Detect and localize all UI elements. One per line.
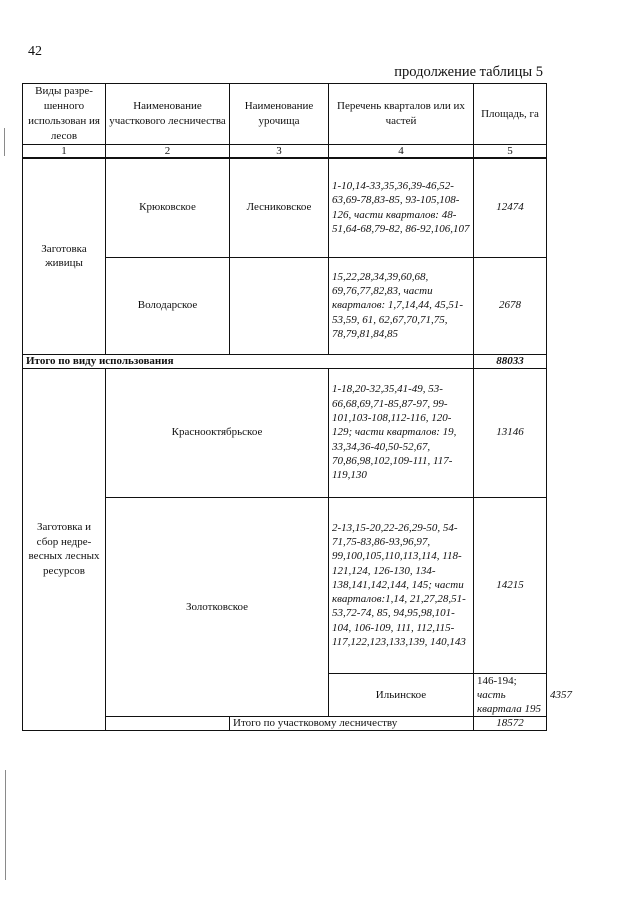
column-number-row (23, 145, 547, 159)
tract-cell: Лесниковское (230, 158, 329, 257)
area-cell: 12474 (474, 158, 547, 257)
forestry-total-area: 18572 (474, 717, 547, 731)
header-forestry: Наименование участкового лесничества (106, 84, 230, 145)
header-area: Площадь, га (474, 84, 547, 145)
table-row: Ильинское 146-194; часть квартала 195 4357 (23, 673, 547, 717)
header-row (23, 84, 547, 145)
forest-use-table (22, 83, 572, 731)
column-number: 3 (230, 145, 329, 159)
column-number: 2 (106, 145, 230, 159)
page-number: 42 (28, 44, 42, 59)
area-cell: 2678 (474, 257, 547, 354)
quarters-cell: 1-18,20-32,35,41-49, 53-66,68,69,71-85,87-97, 99-101,103-108,112-116, 120-129; части кварталов: 19, 33,34,36-40,50-52,67, 70,86,98,102,109-111, 117-119,130 (329, 368, 474, 497)
forestry-cell: Володарское (106, 257, 230, 354)
usage-type-cell: Заготовка живицы (23, 158, 106, 354)
tract-cell (230, 257, 329, 354)
quarters-line: 146-194; (477, 674, 517, 687)
tract-cell: Ильинское (329, 673, 474, 717)
area-cell: 13146 (474, 368, 547, 497)
scan-margin-mark (4, 128, 5, 156)
subtotal-label: Итого по виду использования (23, 354, 474, 368)
column-number: 4 (329, 145, 474, 159)
area-cell: 14215 (474, 497, 547, 673)
quarters-cell (474, 673, 547, 717)
table-continuation-caption: продолжение таблицы 5 (394, 64, 543, 80)
table-row (23, 368, 547, 497)
empty-cell (106, 717, 230, 731)
quarters-cell: 15,22,28,34,39,60,68, 69,76,77,82,83, части кварталов: 1,7,14,44, 45,51-53,59, 61, 62,67,70,71,75, 78,79,81,84,85 (329, 257, 474, 354)
usage-subtotal-row (23, 354, 547, 368)
quarters-cell: 1-10,14-33,35,36,39-46,52- 63,69-78,83-85, 93-105,108-126, части кварталов: 48-51,64-68,79-82, 86-92,106,107 (329, 158, 474, 257)
header-quarters: Перечень кварталов или их частей (329, 84, 474, 145)
column-number: 1 (23, 145, 106, 159)
scan-margin-mark (5, 770, 6, 880)
quarters-line: часть квартала 195 (477, 688, 541, 716)
column-number: 5 (474, 145, 547, 159)
forestry-cell: Краснооктябрьское (106, 368, 329, 497)
forestry-cell: Крюковское (106, 158, 230, 257)
forestry-cell: Золотковское (106, 497, 329, 717)
header-usage-type: Виды разре-шенного использован ия лесов (23, 84, 106, 145)
subtotal-area: 88033 (474, 354, 547, 368)
quarters-cell: 2-13,15-20,22-26,29-50, 54-71,75-83,86-93,96,97, 99,100,105,110,113,114, 118-121,124, 126-130, 134-138,141,142,144, 145; части кварталов:1,14, 21,27,28,51-53,72-74, 85, 94,95,98,101-104, 106-109, 111, 112,115-117,122,123,133,139, 140,143 (329, 497, 474, 673)
header-tract: Наименование урочища (230, 84, 329, 145)
usage-type-cell: Заготовка и сбор недре-весных лесных ресурсов (23, 368, 106, 731)
table-row (23, 158, 547, 257)
forestry-total-label: Итого по участковому лесничеству (230, 717, 474, 731)
